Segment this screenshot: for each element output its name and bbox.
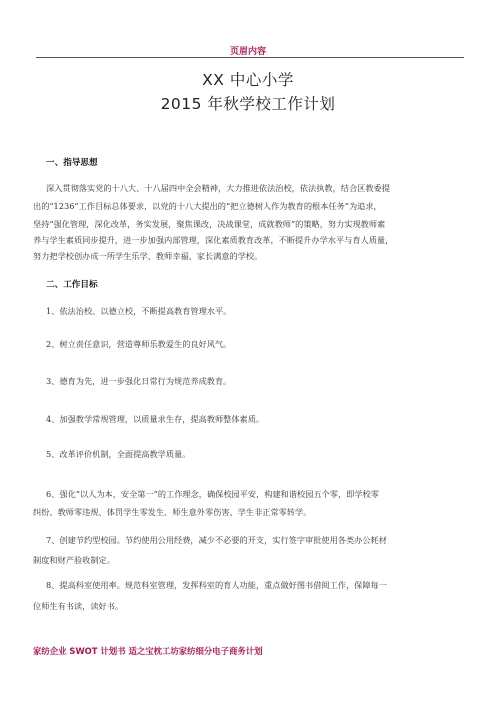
goal-item-3: 3、德育为先，进一步强化日常行为规范养成教育。 [46, 376, 232, 386]
guiding-line-4: 养与学生素质同步提升，进一步加强内部管理，深化素质教育改革，不断提升办学水平与育人质量， [33, 235, 394, 245]
guiding-line-5: 努力把学校创办成一所学生乐学、教师幸福、家长满意的学校。 [33, 251, 263, 261]
goal-item-7-cont: 制度和财产验收制定。 [33, 555, 115, 565]
guiding-line-3: 坚持“强化管理，深化改革，务实发展，聚焦课改，决战课堂，成就教师”的策略，努力实现教师素 [33, 219, 386, 229]
goal-item-5: 5、改革评价机制，全面提高教学质量。 [46, 449, 191, 459]
page-footer: 家纺企业 SWOT 计划书 适之宝枕工坊家纺细分电子商务计划 [33, 646, 263, 656]
doc-title-plan: 2015 年秋学校工作计划 [160, 95, 336, 113]
section-heading-goals: 二、工作目标 [46, 280, 98, 290]
header-divider [36, 57, 464, 58]
guiding-line-2: 出的“1236”工作目标总体要求，以党的十八大提出的“把立德树人作为教育的根本任务”为追求， [33, 201, 382, 211]
guiding-line-1: 深入贯彻落实党的十八大、十八届四中全会精神，大力推进依法治校，依法执教，结合区教委提 [46, 183, 390, 193]
goal-item-6-cont: 纠纷、教师零违规、体罚学生零发生、师生意外零伤害、学生非正常零转学。 [33, 507, 312, 517]
goal-item-7: 7、创建节约型校园。节约使用公用经费，减少不必要的开支，实行签字审批使用各类办公耗材 [46, 535, 387, 545]
goal-item-4: 4、加强教学常规管理，以质量求生存，提高教师整体素质。 [46, 414, 265, 424]
section-heading-guiding: 一、指导思想 [46, 158, 98, 168]
goal-item-1: 1、依法治校、以德立校，不断提高教育管理水平。 [46, 306, 232, 316]
goal-item-8: 8、提高科室使用率。规范科室管理，发挥科室的育人功能，重点做好图书借阅工作，保障每一 [46, 580, 387, 590]
goal-item-6: 6、强化“以人为本，安全第一”的工作理念，确保校园平安，构建和谐校园五个零，即学校零 [46, 489, 379, 499]
goal-item-8-cont: 位师生有书读，读好书。 [33, 601, 124, 611]
doc-title-school: XX 中心小学 [202, 71, 294, 89]
goal-item-2: 2、树立责任意识，营造尊师乐教爱生的良好风气。 [46, 339, 232, 349]
page-header: 页眉内容 [229, 47, 266, 57]
